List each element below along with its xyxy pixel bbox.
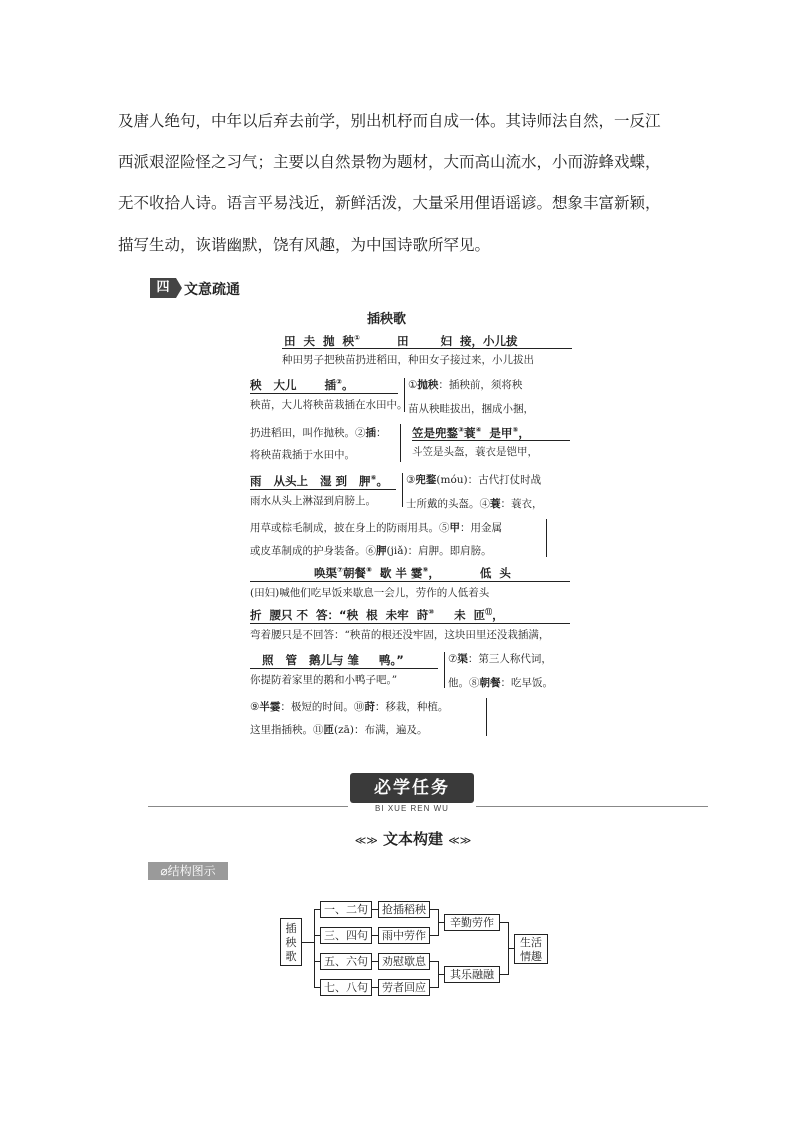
note-1-line-4: 将秧苗栽插于水田中。 (250, 449, 355, 461)
divider-left (148, 806, 348, 807)
bracket (402, 473, 403, 507)
diagram-action-2: 雨中劳作 (378, 927, 430, 944)
bracket (486, 698, 487, 736)
connector (314, 909, 315, 987)
poem-trans-2: 秧苗，大儿将秧苗栽插在水田中。 (250, 399, 408, 411)
intro-line-3: 无不收拾人诗。语言平易浅近，新鲜活泼，大量采用俚语谣谚。想象丰富新颖， (118, 194, 661, 212)
underline (250, 489, 396, 490)
note-1-line-1: ①抛秧：插秧前，须将秧 (408, 379, 523, 391)
note-2-line-1: ③兜鍪(móu)：古代打仗时战 (406, 474, 542, 486)
underline (250, 623, 570, 624)
note-3-line-1: ⑦渠：第三人称代词， (448, 653, 552, 665)
poem-line-2: 秧 大儿 插②。 (250, 378, 354, 392)
diagram-group-2: 其乐融融 (444, 966, 500, 983)
intro-line-2: 西派艰涩险怪之习气；主要以自然景物为题材，大而高山流水，小而游蜂戏蝶， (118, 153, 661, 171)
section-title: 文意疏通 (184, 282, 240, 298)
note-3-line-2: 他。⑧朝餐：吃早饭。 (448, 677, 553, 689)
note-1-line-3: 扔进稻田，叫作抛秧。②插： (250, 427, 387, 439)
poem-line-1a: 田 夫 抛 秧① (284, 334, 360, 348)
intro-line-1: 及唐人绝句，中年以后弃去前学，别出机杼而自成一体。其诗师法自然，一反江 (118, 112, 661, 130)
bracket (400, 424, 401, 462)
note-1-line-2: 苗从秧畦拔出，捆成小捆， (408, 403, 534, 415)
diagram-group-1: 辛勤劳作 (444, 914, 500, 931)
diagram-line-2: 三、四句 (320, 927, 372, 944)
diagram-result: 生活情趣 (514, 934, 548, 964)
diagram-action-3: 劝慰歇息 (378, 953, 430, 970)
task-banner-subtitle: BI XUE REN WU (375, 804, 449, 813)
note-2-line-3: 用草或棕毛制成，披在身上的防雨用具。⑤甲：用金属 (250, 522, 502, 534)
note-2-line-4: 或皮革制成的护身装备。⑥胛(jiǎ)：肩胛。即肩膀。 (250, 545, 492, 557)
poem-trans-3: 斗笠是头盔，蓑衣是铠甲， (412, 446, 538, 458)
poem-trans-5: (田妇)喊他们吃早饭来歇息一会儿，劳作的人低着头 (250, 587, 490, 599)
diagram-action-4: 劳者回应 (378, 979, 430, 996)
bracket (404, 378, 405, 412)
poem-line-7: 照 管 鹅儿与 雏 鸭。” (262, 653, 404, 667)
diagram-line-3: 五、六句 (320, 953, 372, 970)
note-3-line-3: ⑨半霎：极短的时间。⑩莳：移栽，种植。 (250, 701, 449, 713)
deco-left-icon: ≪≫ (354, 834, 378, 847)
deco-right-icon: ≪≫ (448, 834, 472, 847)
poem-line-4: 雨 从头上 湿 到 胛⑥。 (250, 474, 388, 488)
divider-right (476, 806, 708, 807)
underline (282, 348, 572, 349)
poem-trans-4: 雨水从头上淋湿到肩膀上。 (250, 495, 376, 507)
note-3-line-4: 这里指插秧。⑪匝(zā)：布满，遍及。 (250, 724, 428, 736)
subsection-title: ≪≫ 文本构建 ≪≫ (354, 830, 472, 848)
diagram-root: 插秧歌 (280, 918, 302, 966)
poem-line-5: 唤渠⑦朝餐⑧ 歇 半 霎⑨， 低 头 (314, 566, 511, 580)
task-banner: 必学任务 (350, 773, 474, 803)
poem-trans-1: 种田男子把秧苗扔进稻田，种田女子接过来，小儿拔出 (282, 354, 534, 366)
poem-line-3: 笠是兜鍪③蓑④ 是甲⑤， (412, 426, 530, 440)
poem-trans-7: 你提防着家里的鹅和小鸭子吧。” (250, 674, 398, 686)
diagram-line-1: 一、二句 (320, 901, 372, 918)
underline (412, 440, 570, 441)
underline (250, 668, 438, 669)
poem-trans-6: 弯着腰只是不回答：“秧苗的根还没牢固，这块田里还没栽插满， (250, 629, 550, 641)
paperclip-icon: ⌀ (160, 864, 168, 878)
poem-line-6: 折 腰只 不 答：“秧 根 未牢 莳⑩ 未 匝⑪， (250, 608, 504, 622)
connector (302, 942, 314, 943)
poem-title: 插秧歌 (367, 312, 407, 327)
section-badge: 四 (150, 278, 176, 298)
poem-line-1b: 田 妇 接，小儿拔 (397, 334, 518, 348)
bracket (444, 652, 445, 688)
underline (250, 393, 398, 394)
intro-line-4: 描写生动，诙谐幽默，饶有风趣，为中国诗歌所罕见。 (118, 236, 491, 254)
structure-diagram (280, 898, 550, 998)
note-2-line-2: 士所戴的头盔。④蓑：蓑衣， (406, 498, 543, 510)
underline (250, 581, 570, 582)
structure-badge: ⌀结构图示 (148, 862, 228, 880)
diagram-line-4: 七、八句 (320, 979, 372, 996)
diagram-action-1: 抢插稻秧 (378, 901, 430, 918)
bracket (546, 519, 547, 557)
